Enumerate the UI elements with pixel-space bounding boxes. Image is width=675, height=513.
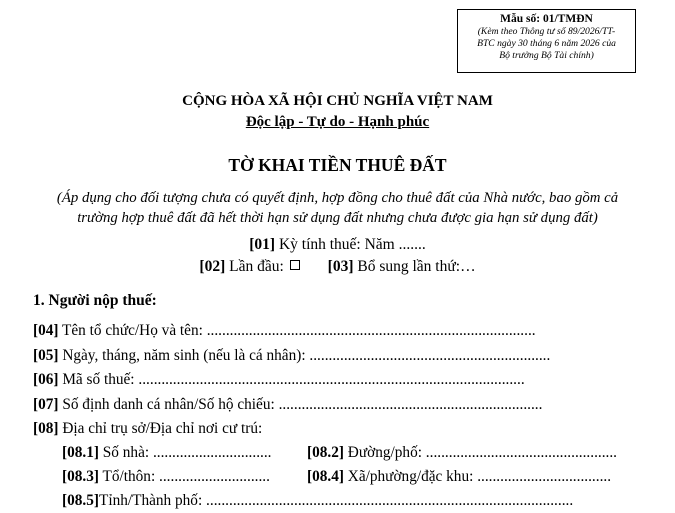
motto-heading [0, 114, 675, 131]
field-08-4-row[interactable] [307, 468, 663, 486]
form-code: Mẫu số: 01/TMĐN [500, 13, 593, 25]
field-08-label: Địa chỉ trụ sở/Địa chỉ nơi cư trú: [58, 420, 263, 437]
field-08-3-label: Tổ/thôn: [98, 468, 160, 485]
field-06-code: [06] [33, 371, 59, 388]
scope-line-2: trường hợp thuê đất đã hết thời hạn sử dụng đất nhưng chưa được gia hạn sử dụng đất) [77, 210, 598, 226]
field-08-1-fill[interactable]: ............................... [152, 444, 272, 461]
document-title: TỜ KHAI TIỀN THUÊ ĐẤT [228, 155, 447, 175]
field-05-label: Ngày, tháng, năm sinh (nếu là cá nhân): [58, 347, 310, 364]
nation-heading: CỘNG HÒA XÃ HỘI CHỦ NGHĨA VIỆT NAM [182, 93, 493, 109]
field-08-4-fill[interactable]: ................................... [477, 468, 612, 485]
first-time-code: [02] [199, 258, 226, 275]
field-07-row[interactable] [33, 396, 663, 414]
field-05-row[interactable] [33, 347, 663, 365]
field-08-3-code: [08.3] [62, 468, 99, 485]
field-08-2-row[interactable] [307, 444, 663, 462]
field-04-code: [04] [33, 322, 59, 339]
tax-period-row [0, 236, 675, 254]
form-reference-line-3: Bộ trưởng Bộ Tài chính) [499, 50, 594, 62]
scope-line-1: (Áp dụng cho đối tượng chưa có quyết định, hợp đồng cho thuê đất của Nhà nước, bao gồm cả [56, 190, 619, 206]
form-number-box [457, 9, 636, 73]
section-taxpayer-title: 1. Người nộp thuế: [33, 292, 157, 309]
first-time-label: Lần đầu: [225, 258, 288, 275]
form-reference-line-1: (Kèm theo Thông tư số 89/2026/TT- [477, 26, 616, 37]
field-08-5-label: Tỉnh/Thành phố: [98, 492, 207, 509]
tax-period-label[interactable]: Kỳ tính thuế: Năm ....... [275, 236, 426, 253]
tax-period-code: [01] [249, 236, 276, 253]
field-08-5-row[interactable] [62, 492, 663, 510]
supplement-code: [03] [327, 258, 354, 275]
field-04-row[interactable] [33, 322, 663, 340]
field-08-3-row[interactable] [62, 468, 305, 486]
field-08-3-fill[interactable]: ............................. [159, 468, 270, 485]
field-08-2-code: [08.2] [307, 444, 344, 461]
field-08-2-fill[interactable]: .................................................. [425, 444, 618, 461]
form-reference-line-2: BTC ngày 30 tháng 6 năm 2026 của [477, 38, 616, 50]
field-08-4-label: Xã/phường/đặc khu: [343, 468, 478, 485]
field-06-row[interactable] [33, 371, 663, 389]
field-07-label: Số định danh cá nhân/Số hộ chiếu: [58, 396, 279, 413]
field-08-code: [08] [33, 420, 59, 437]
field-06-fill[interactable]: ..................................................................................................... [138, 371, 525, 388]
field-08-row [33, 420, 663, 438]
field-07-fill[interactable]: ..................................................................... [278, 396, 543, 413]
field-05-fill[interactable]: ............................................................... [309, 347, 551, 364]
field-08-4-code: [08.4] [307, 468, 344, 485]
field-08-1-label: Số nhà: [98, 444, 153, 461]
declaration-type-row [0, 258, 675, 276]
field-07-code: [07] [33, 396, 59, 413]
motto-text: Độc lập - Tự do - Hạnh phúc [245, 114, 430, 130]
field-04-fill[interactable]: ...................................................................................... [206, 322, 536, 339]
field-08-2-label: Đường/phố: [343, 444, 426, 461]
scope-note [0, 188, 675, 228]
field-06-label: Mã số thuế: [58, 371, 139, 388]
field-08-1-row[interactable] [62, 444, 305, 462]
field-08-1-code: [08.1] [62, 444, 99, 461]
field-04-label: Tên tổ chức/Họ và tên: [58, 322, 207, 339]
field-05-code: [05] [33, 347, 59, 364]
field-08-5-fill[interactable]: ................................................................................................ [206, 492, 574, 509]
first-time-checkbox[interactable] [290, 260, 300, 270]
supplement-label[interactable]: Bổ sung lần thứ:… [353, 258, 476, 275]
field-08-5-code: [08.5] [62, 492, 99, 509]
